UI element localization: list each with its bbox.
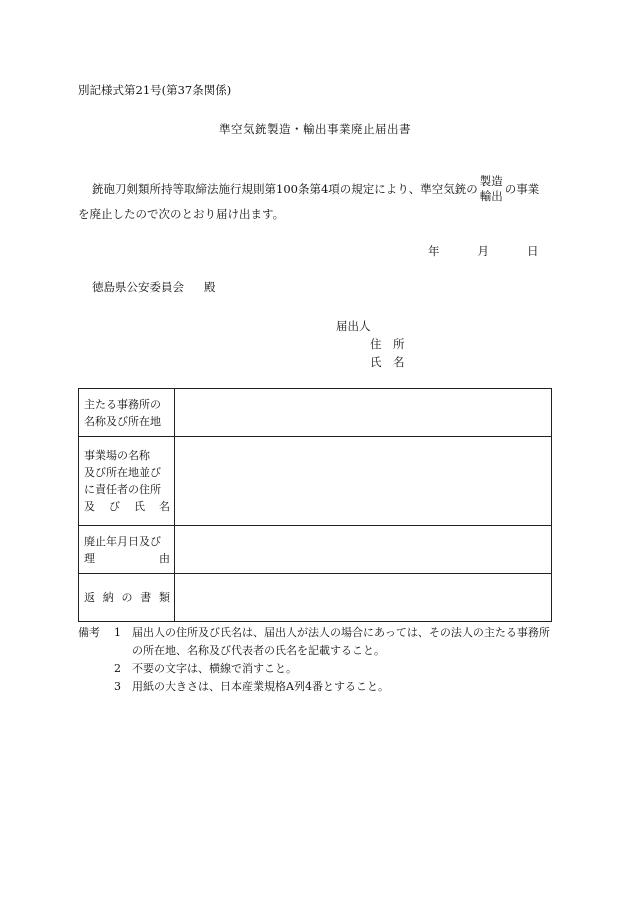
notifier-label: 届出人 <box>336 319 371 333</box>
label-line: 及び所在地並び <box>84 466 161 479</box>
note-item <box>78 678 558 696</box>
body-text-after: の事業 <box>504 182 540 196</box>
label-char: 書 <box>140 591 152 604</box>
label-char: 氏 <box>134 500 145 513</box>
note-number: 2 <box>114 662 121 675</box>
business-type-options <box>480 174 503 204</box>
label-line-justified <box>84 498 170 515</box>
option-manufacture: 製造 <box>479 174 503 188</box>
label-char: 納 <box>102 591 114 604</box>
label-line: 名称及び所在地 <box>84 414 161 428</box>
note-number: 3 <box>114 680 121 693</box>
note-text: 用紙の大きさは、日本産業規格A列4番とすること。 <box>132 680 389 693</box>
table-row-returned-documents <box>79 574 552 622</box>
addressee-honorific: 殿 <box>204 280 216 294</box>
date-line <box>428 243 539 259</box>
label-line: 廃止年月日及び <box>84 534 161 548</box>
label-char: の <box>121 591 133 604</box>
label-abolition <box>79 526 175 574</box>
label-main-office <box>79 389 175 437</box>
note-number: 1 <box>114 626 121 639</box>
label-char: 返 <box>84 591 95 604</box>
table-row-workplace <box>79 437 552 526</box>
label-char: 及 <box>84 500 95 513</box>
label-char: 理 <box>84 551 95 565</box>
field-main-office[interactable] <box>175 389 552 437</box>
label-char: 名 <box>159 500 170 513</box>
label-workplace <box>79 437 175 526</box>
notifier-name-label: 氏 名 <box>370 355 405 369</box>
notes-section <box>78 624 558 696</box>
field-workplace[interactable] <box>175 437 552 526</box>
addressee-name: 徳島県公安委員会 <box>92 280 184 294</box>
date-month: 月 <box>477 244 489 258</box>
date-day: 日 <box>527 244 539 258</box>
note-item <box>78 660 558 678</box>
body-text-before: 銃砲刀剣類所持等取締法施行規則第100条第4項の規定により、準空気銃の <box>92 182 478 196</box>
option-export: 輸出 <box>479 189 503 203</box>
field-abolition[interactable] <box>175 526 552 574</box>
addressee <box>92 279 216 295</box>
label-char: 類 <box>159 591 170 604</box>
label-returned-documents <box>79 574 175 622</box>
document-title: 準空気銃製造・輸出事業廃止届出書 <box>219 122 411 136</box>
form-number: 別記様式第21号(第37条関係) <box>78 83 232 97</box>
body-paragraph-line1 <box>92 174 539 204</box>
notification-form-table <box>78 388 552 622</box>
label-line: 事業場の名称 <box>84 449 150 462</box>
field-returned-documents[interactable] <box>175 574 552 622</box>
notes-heading: 備考 <box>78 626 100 639</box>
notifier-address-label: 住 所 <box>370 337 405 351</box>
note-text: 不要の文字は、横線で消すこと。 <box>132 662 297 675</box>
label-line-justified <box>84 550 170 567</box>
label-char: 由 <box>159 551 170 565</box>
date-year: 年 <box>428 244 440 258</box>
label-char: び <box>109 500 120 513</box>
table-row-main-office <box>79 389 552 437</box>
label-line: 主たる事務所の <box>84 397 161 411</box>
label-line: に責任者の住所 <box>84 483 161 496</box>
table-row-abolition <box>79 526 552 574</box>
note-item <box>78 624 558 660</box>
note-indent <box>78 660 114 678</box>
note-indent <box>78 678 114 696</box>
label-line-justified <box>84 589 170 606</box>
body-paragraph-line2: を廃止したので次のとおり届け出ます。 <box>78 207 285 221</box>
note-text: 届出人の住所及び氏名は、届出人が法人の場合にあっては、その法人の主たる事務所の所在地、名称及び代表者の氏名を記載すること。 <box>132 626 550 657</box>
